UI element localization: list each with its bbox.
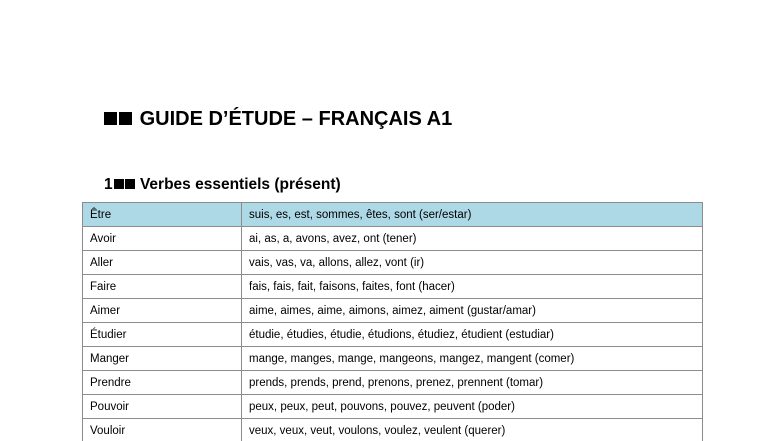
conjugation-cell: vais, vas, va, allons, allez, vont (ir) [242, 251, 703, 275]
verb-cell: Pouvoir [83, 395, 242, 419]
conjugation-cell: ai, as, a, avons, avez, ont (tener) [242, 227, 703, 251]
table-row [83, 419, 703, 441]
document-title [104, 106, 452, 132]
document-title-text: GUIDE D’ÉTUDE – FRANÇAIS A1 [139, 108, 453, 130]
square-bullet-icon [104, 112, 117, 125]
square-bullet-icon [119, 112, 132, 125]
table-row [83, 227, 703, 251]
header-cell-verb: Être [83, 203, 242, 227]
header-cell-conjugation: suis, es, est, sommes, êtes, sont (ser/estar) [242, 203, 703, 227]
table-row [83, 299, 703, 323]
verbs-table [82, 202, 703, 441]
section-title [104, 175, 341, 195]
conjugation-cell: mange, manges, mange, mangeons, mangez, mangent (comer) [242, 347, 703, 371]
conjugation-cell: étudie, étudies, étudie, étudions, étudiez, étudient (estudiar) [242, 323, 703, 347]
conjugation-cell: prends, prends, prend, prenons, prenez, prennent (tomar) [242, 371, 703, 395]
verb-cell: Manger [83, 347, 242, 371]
section-number: 1 [104, 176, 113, 193]
verb-cell: Étudier [83, 323, 242, 347]
verb-cell: Avoir [83, 227, 242, 251]
table-row [83, 347, 703, 371]
verb-cell: Aimer [83, 299, 242, 323]
conjugation-cell: veux, veux, veut, voulons, voulez, veulent (querer) [242, 419, 703, 441]
square-bullet-icon [125, 179, 135, 189]
conjugation-cell: fais, fais, fait, faisons, faites, font (hacer) [242, 275, 703, 299]
table-row [83, 371, 703, 395]
table-header-row [83, 203, 703, 227]
conjugation-cell: peux, peux, peut, pouvons, pouvez, peuvent (poder) [242, 395, 703, 419]
table-row [83, 275, 703, 299]
table-row [83, 395, 703, 419]
verb-cell: Faire [83, 275, 242, 299]
table-row [83, 323, 703, 347]
square-bullet-icon [114, 179, 124, 189]
section-title-text: Verbes essentiels (présent) [139, 176, 341, 193]
verb-cell: Aller [83, 251, 242, 275]
verb-cell: Prendre [83, 371, 242, 395]
table-row [83, 251, 703, 275]
conjugation-cell: aime, aimes, aime, aimons, aimez, aiment (gustar/amar) [242, 299, 703, 323]
verb-cell: Vouloir [83, 419, 242, 441]
